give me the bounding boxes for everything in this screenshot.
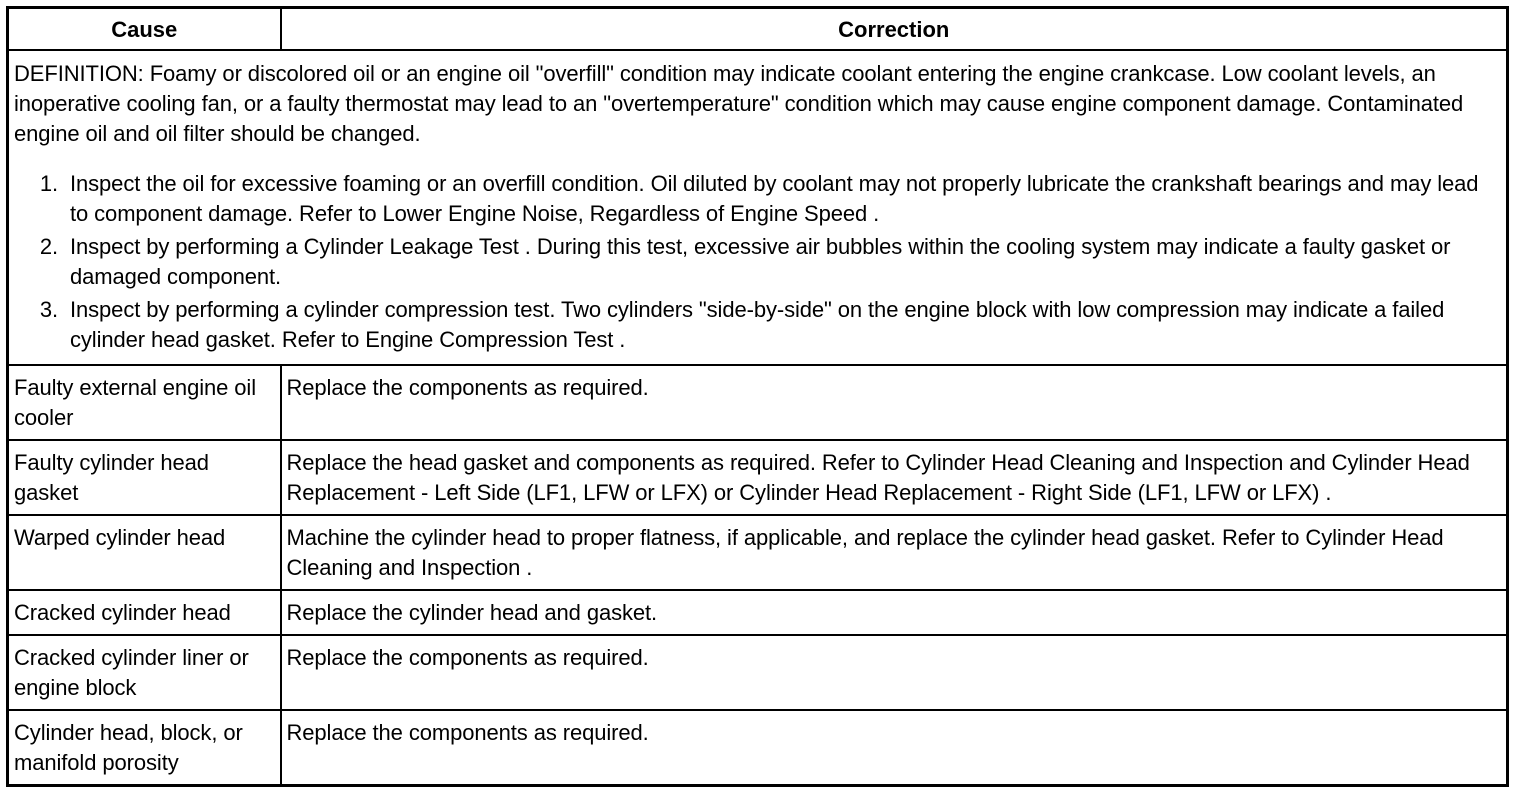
correction-cell: Replace the head gasket and components as required. Refer to Cylinder Head Cleaning and Inspection and Cylinder Head Replacement - Left Side (LF1, LFW or LFX) or Cylinder Head Replacement - Right Side (LF1, LFW or LFX) . xyxy=(281,440,1508,515)
definition-text: DEFINITION: Foamy or discolored oil or an engine oil "overfill" condition may indicate coolant entering the engine crankcase. Low coolant levels, an inoperative cooling fan, or a faulty thermostat may lead to an "overtemperature" condition which may cause engine component damage. Contaminated engine oil and oil filter should be changed. xyxy=(14,61,1464,146)
cause-cell: Warped cylinder head xyxy=(8,515,281,590)
cause-cell: Faulty cylinder head gasket xyxy=(8,440,281,515)
correction-cell: Replace the cylinder head and gasket. xyxy=(281,590,1508,635)
steps-list xyxy=(14,169,1501,355)
cause-header: Cause xyxy=(8,8,281,51)
table-row xyxy=(8,515,1508,590)
correction-cell: Replace the components as required. xyxy=(281,365,1508,440)
correction-cell: Machine the cylinder head to proper flatness, if applicable, and replace the cylinder head gasket. Refer to Cylinder Head Cleaning and Inspection . xyxy=(281,515,1508,590)
cause-cell: Cracked cylinder liner or engine block xyxy=(8,635,281,710)
table-row xyxy=(8,590,1508,635)
correction-header: Correction xyxy=(281,8,1508,51)
cause-cell: Cylinder head, block, or manifold porosity xyxy=(8,710,281,786)
header-row xyxy=(8,8,1508,51)
cause-cell: Cracked cylinder head xyxy=(8,590,281,635)
table-row xyxy=(8,365,1508,440)
correction-cell: Replace the components as required. xyxy=(281,635,1508,710)
diagnostic-table xyxy=(6,6,1509,787)
step-item: 3. Inspect by performing a cylinder compression test. Two cylinders "side-by-side" on the engine block with low compression may indicate a failed cylinder head gasket. Refer to Engine Compression Test . xyxy=(64,295,1501,355)
step-item: 1. Inspect the oil for excessive foaming or an overfill condition. Oil diluted by coolant may not properly lubricate the crankshaft bearings and may lead to component damage. Refer to Lower Engine Noise, Regardless of Engine Speed . xyxy=(64,169,1501,229)
cause-cell: Faulty external engine oil cooler xyxy=(8,365,281,440)
step-item: 2. Inspect by performing a Cylinder Leakage Test . During this test, excessive air bubbles within the cooling system may indicate a faulty gasket or damaged component. xyxy=(64,232,1501,292)
definition-row xyxy=(8,50,1508,365)
definition-cell xyxy=(8,50,1508,365)
table-row xyxy=(8,635,1508,710)
table-row xyxy=(8,440,1508,515)
table-row xyxy=(8,710,1508,786)
correction-cell: Replace the components as required. xyxy=(281,710,1508,786)
